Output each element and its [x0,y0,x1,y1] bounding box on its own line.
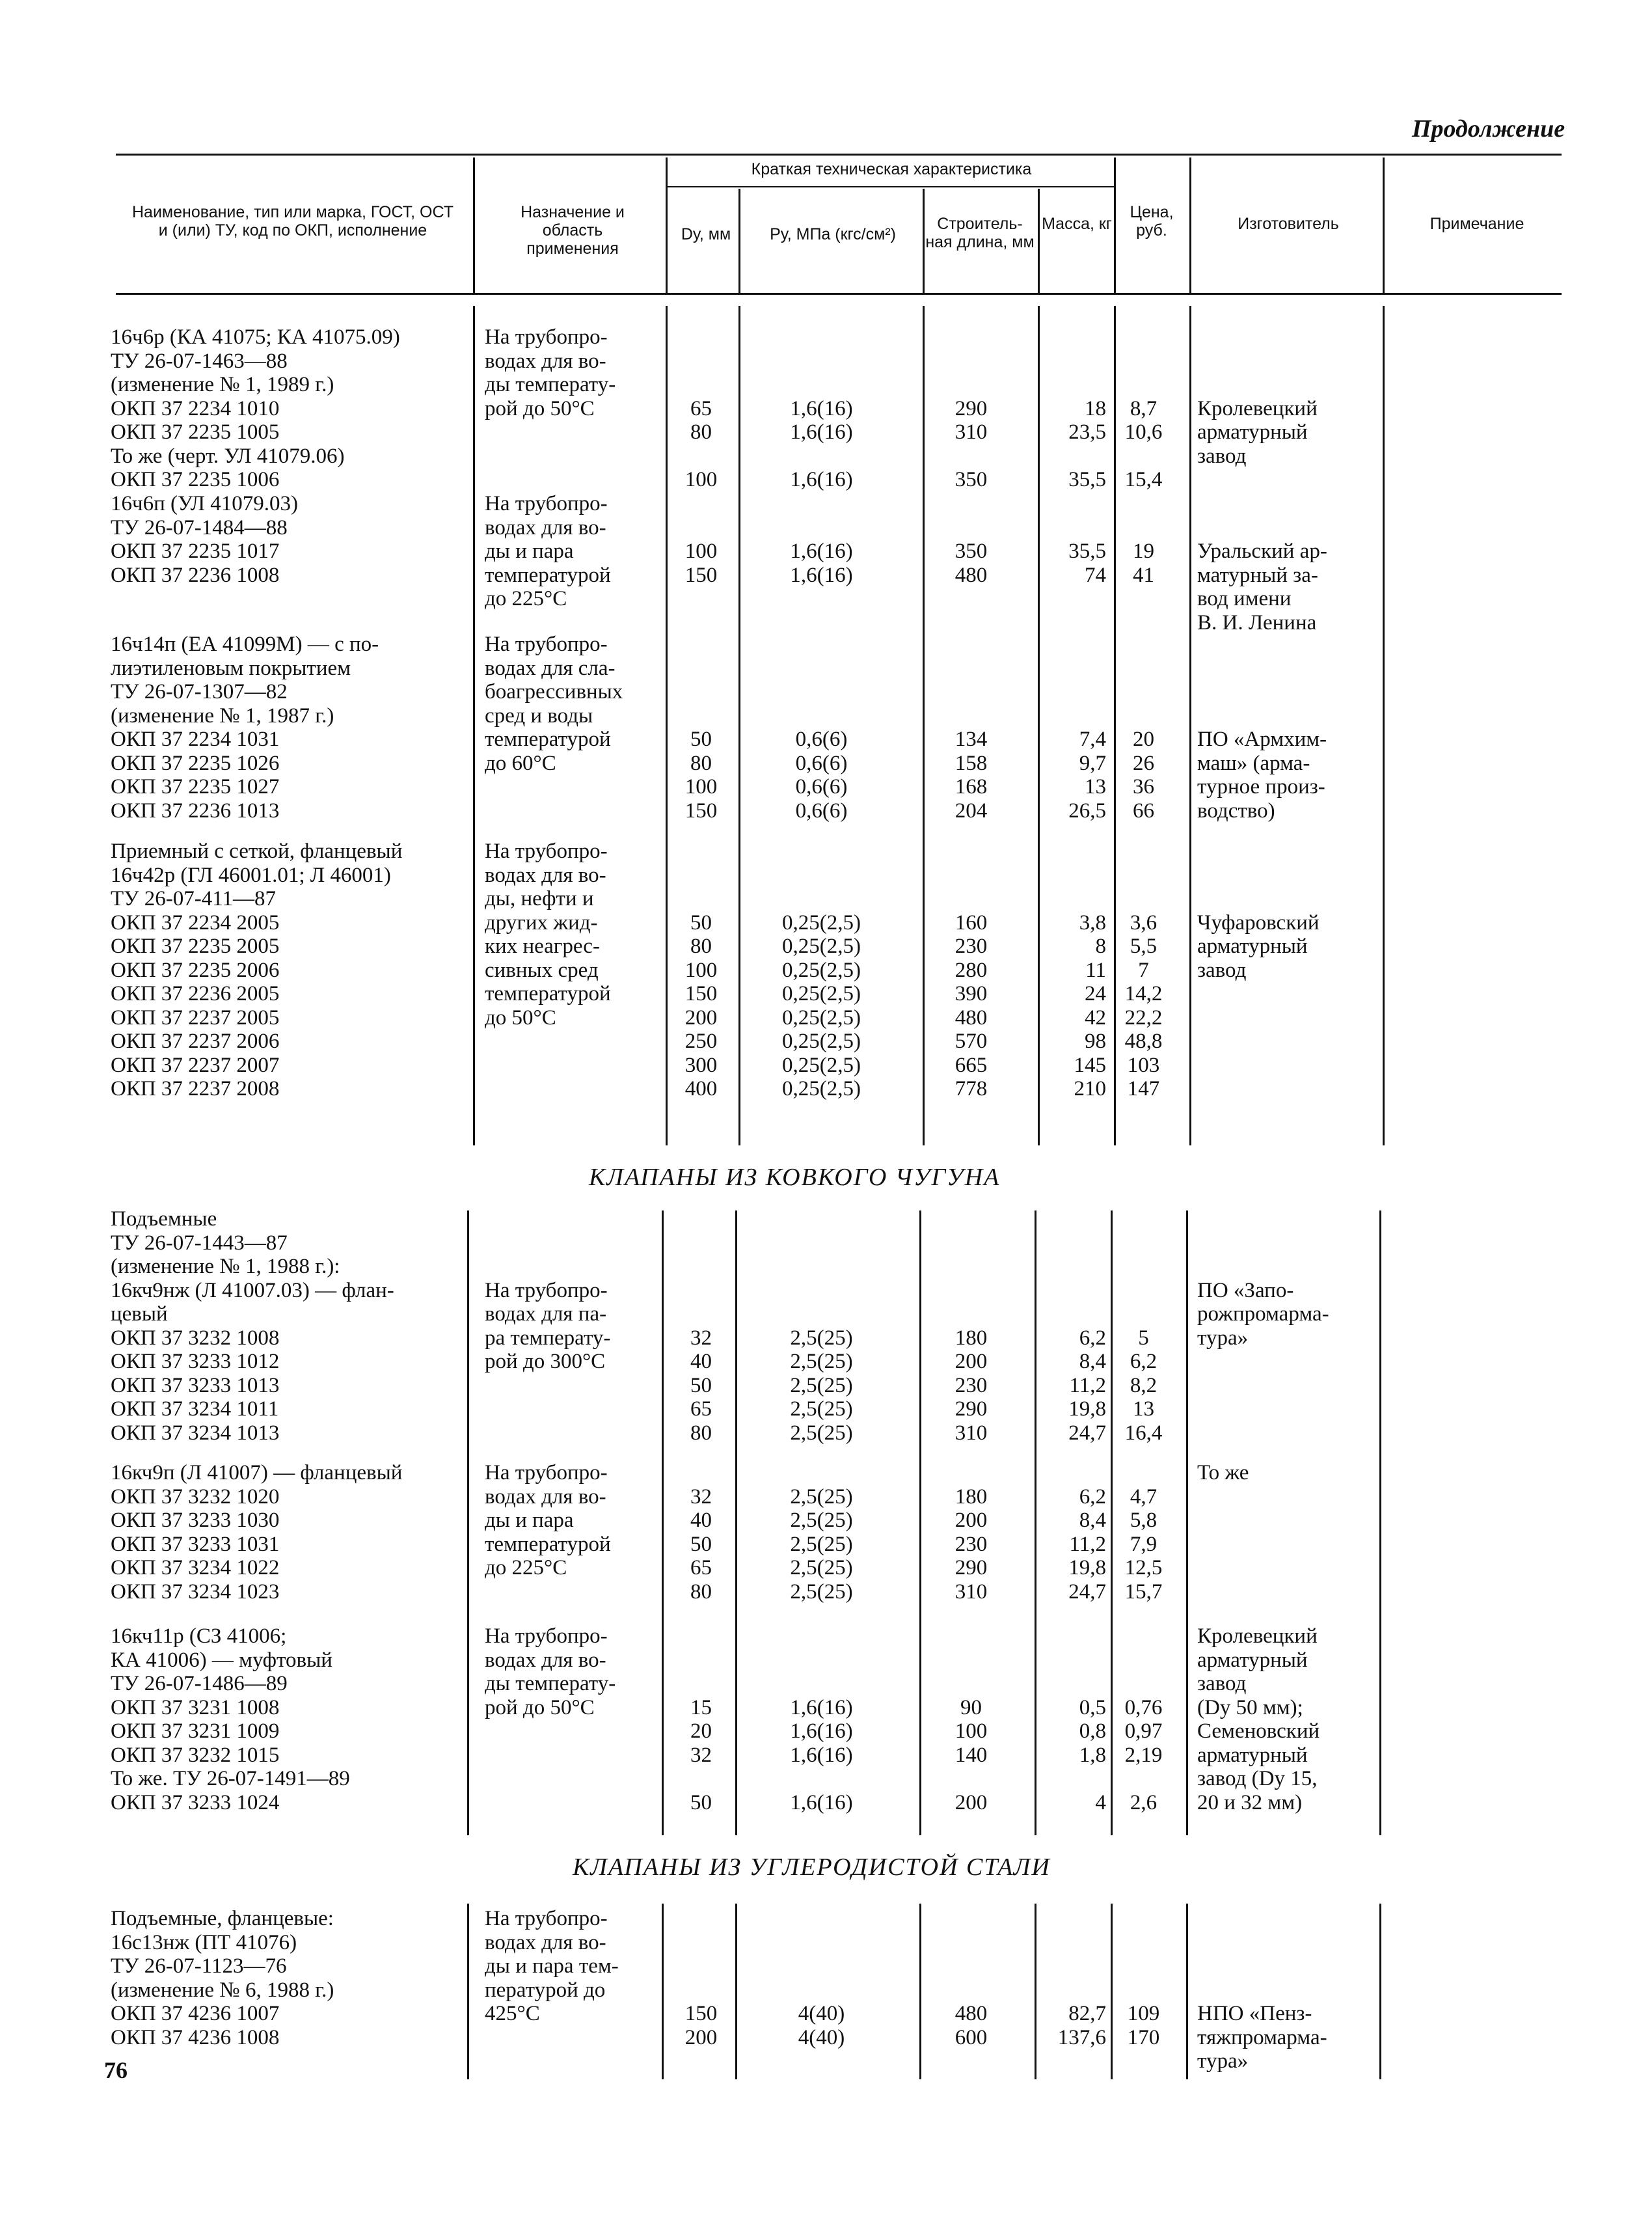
row-price: 8,7 10,6 15,4 [1124,396,1163,491]
row-purpose: На трубопро- водах для во- ды и пара температурой до 225°С [485,492,611,610]
section-heading: КЛАПАНЫ ИЗ УГЛЕРОДИСТОЙ СТАЛИ [573,1853,1051,1881]
row-length: 180 200 230 290 310 [955,1484,988,1604]
row-manufacturer: ПО «Запо- рожпромарма- тура» [1197,1278,1329,1350]
row-name: 16ч6п (УЛ 41079.03) ТУ 26-07-1484—88 ОКП 37 2235 1017 ОКП 37 2236 1008 [111,492,299,587]
row-dy: 65 80 100 [684,396,718,491]
row-name: Приемный с сеткой, фланцевый 16ч42р (ГЛ 46001.01; Л 46001) ТУ 26-07-411—87 ОКП 37 2234 2005 ОКП 37 2235 2005 ОКП 37 2235 2006 ОКП 37 2236 2005 ОКП 37 2237 2005 ОКП 37 2237 2006 ОКП 37 2237 2007 ОКП 37 2237 2008 [111,840,403,1101]
header-price: Цена, руб. [1130,203,1174,239]
row-mass: 0,5 0,8 1,8 4 [1079,1695,1106,1814]
body-divider [1383,306,1385,1145]
row-py: 1,6(16) 1,6(16) 1,6(16) 1,6(16) [790,1695,853,1814]
row-py: 0,25(2,5) 0,25(2,5) 0,25(2,5) 0,25(2,5) 0,25(2,5) 0,25(2,5) 0,25(2,5) 0,25(2,5) [782,910,861,1101]
row-py: 1,6(16) 1,6(16) [790,540,853,587]
row-price: 5 6,2 8,2 13 16,4 [1124,1326,1163,1445]
header-group: Краткая техническая характеристика [751,160,1032,178]
row-mass: 35,5 74 [1068,540,1106,587]
page-number: 76 [104,2057,128,2083]
row-manufacturer: Кролевецкий арматурный завод (Dу 50 мм); Семеновский арматурный завод (Dу 15, 20 и 32 мм) [1197,1624,1320,1814]
row-length: 290 310 350 [955,396,988,491]
row-mass: 82,7 137,6 [1057,2002,1106,2049]
row-price: 109 170 [1127,2002,1160,2049]
body-divider [1186,1904,1188,2079]
row-length: 90 100 140 200 [955,1695,988,1814]
header-divider [1038,189,1040,293]
row-purpose: На трубопро- водах для во- ды, нефти и других жид- ких неагрес- сивных сред температурой до 50°С [485,840,611,1030]
row-manufacturer: Уральский ар- матурный за- вод имени В. И. Ленина [1197,540,1327,635]
row-purpose: На трубопро- водах для во- ды температу- рой до 50°С [485,1624,616,1719]
body-divider [662,1210,664,1835]
row-dy: 150 200 [684,2002,718,2049]
header-divider [1383,157,1385,293]
row-manufacturer: ПО «Армхим- маш» (арма- турное произ- водство) [1197,728,1327,823]
row-purpose: На трубопро- водах для сла- боагрессивных сред и воды температурой до 60°С [485,633,623,775]
row-name: 16ч6р (КА 41075; КА 41075.09) ТУ 26-07-1463—88 (изменение № 1, 1989 г.) ОКП 37 2234 1010 ОКП 37 2235 1005 То же (черт. УЛ 41079.06) ОКП 37 2235 1006 [111,325,400,491]
row-mass: 6,2 8,4 11,2 19,8 24,7 [1068,1326,1106,1445]
row-length: 480 600 [955,2002,988,2049]
row-dy: 100 150 [684,540,718,587]
header-name: Наименование, тип или марка, ГОСТ, ОСТ и (или) ТУ, код по ОКП, исполнение [132,203,454,239]
row-manufacturer: Чуфаровский арматурный завод [1197,910,1320,982]
row-mass: 6,2 8,4 11,2 19,8 24,7 [1068,1484,1106,1604]
row-name: 16кч9п (Л 41007) — фланцевый ОКП 37 3232 1020 ОКП 37 3233 1030 ОКП 37 3233 1031 ОКП 37 3234 1022 ОКП 37 3234 1023 [111,1461,403,1604]
header-divider [473,157,475,293]
continuation-label: Продолжение [1412,115,1565,143]
row-manufacturer: То же [1197,1461,1249,1484]
row-py: 0,6(6) 0,6(6) 0,6(6) 0,6(6) [795,728,848,823]
row-name: 16ч14п (ЕА 41099М) — с по- лиэтиленовым покрытием ТУ 26-07-1307—82 (изменение № 1, 1987 г.) ОКП 37 2234 1031 ОКП 37 2235 1026 ОКП 37 2235 1027 ОКП 37 2236 1013 [111,633,379,823]
row-length: 350 480 [955,540,988,587]
row-price: 19 41 [1133,540,1154,587]
row-length: 160 230 280 390 480 570 665 778 [955,910,988,1101]
header-divider [738,189,740,293]
row-py: 1,6(16) 1,6(16) 1,6(16) [790,396,853,491]
row-py: 2,5(25) 2,5(25) 2,5(25) 2,5(25) 2,5(25) [790,1326,853,1445]
body-divider [666,306,668,1145]
header-purpose: Назначение и область применения [521,203,625,258]
body-divider [1379,1904,1381,2079]
row-name: 16кч11р (СЗ 41006; КА 41006) — муфтовый ТУ 26-07-1486—89 ОКП 37 3231 1008 ОКП 37 3231 1009 ОКП 37 3232 1015 То же. ТУ 26-07-1491—89 ОКП 37 3233 1024 [111,1624,350,1814]
row-py: 2,5(25) 2,5(25) 2,5(25) 2,5(25) 2,5(25) [790,1484,853,1604]
row-length: 134 158 168 204 [955,728,988,823]
header-divider [1189,157,1191,293]
header-py: Pу, МПа (кгс/см²) [770,225,896,243]
row-price: 0,76 0,97 2,19 2,6 [1124,1695,1163,1814]
row-dy: 32 40 50 65 80 [690,1326,712,1445]
header-mass: Масса, кг [1042,215,1112,233]
body-divider [1379,1210,1381,1835]
row-py: 4(40) 4(40) [798,2002,845,2049]
row-name: Подъемные, фланцевые: 16с13нж (ПТ 41076) ТУ 26-07-1123—76 (изменение № 6, 1988 г.) ОКП 37 4236 1007 ОКП 37 4236 1008 [111,1907,334,2049]
body-divider [662,1904,664,2079]
row-purpose: На трубопро- водах для во- ды температу- рой до 50°С [485,325,616,420]
header-divider [666,157,668,293]
row-mass: 18 23,5 35,5 [1068,396,1106,491]
row-mass: 7,4 9,7 13 26,5 [1068,728,1106,823]
row-name: Подъемные ТУ 26-07-1443—87 (изменение № 1, 1988 г.): 16кч9нж (Л 41007.03) — флан- цевый ОКП 37 3232 1008 ОКП 37 3233 1012 ОКП 37 3233 1013 ОКП 37 3234 1011 ОКП 37 3234 1013 [111,1207,394,1445]
row-length: 180 200 230 290 310 [955,1326,988,1445]
row-dy: 50 80 100 150 [684,728,718,823]
row-purpose: На трубопро- водах для во- ды и пара температурой до 225°С [485,1461,611,1579]
body-divider [1186,1210,1188,1835]
body-divider [1189,306,1191,1145]
row-price: 4,7 5,8 7,9 12,5 15,7 [1124,1484,1163,1604]
row-dy: 15 20 32 50 [690,1695,712,1814]
header-dy: Dу, мм [681,225,731,243]
header-group-rule [667,186,1114,187]
section-heading: КЛАПАНЫ ИЗ КОВКОГО ЧУГУНА [589,1164,1001,1191]
row-purpose: На трубопро- водах для во- ды и пара тем- пературой до 425°С [485,1907,619,2025]
header-note: Примечание [1429,215,1524,233]
header-bottom-rule [116,293,1562,295]
row-dy: 32 40 50 65 80 [690,1484,712,1604]
row-purpose: На трубопро- водах для па- ра температу- рой до 300°С [485,1278,611,1373]
row-manufacturer: Кролевецкий арматурный завод [1197,396,1318,468]
row-price: 20 26 36 66 [1133,728,1154,823]
header-top-rule [116,154,1562,156]
row-mass: 3,8 8 11 24 42 98 145 210 [1074,910,1106,1101]
header-manufacturer: Изготовитель [1238,215,1339,233]
row-manufacturer: НПО «Пенз- тяжпромарма- тура» [1197,2002,1327,2073]
row-price: 3,6 5,5 7 14,2 22,2 48,8 103 147 [1124,910,1163,1101]
row-dy: 50 80 100 150 200 250 300 400 [684,910,718,1101]
header-length: Строитель- ная длина, мм [925,215,1035,251]
